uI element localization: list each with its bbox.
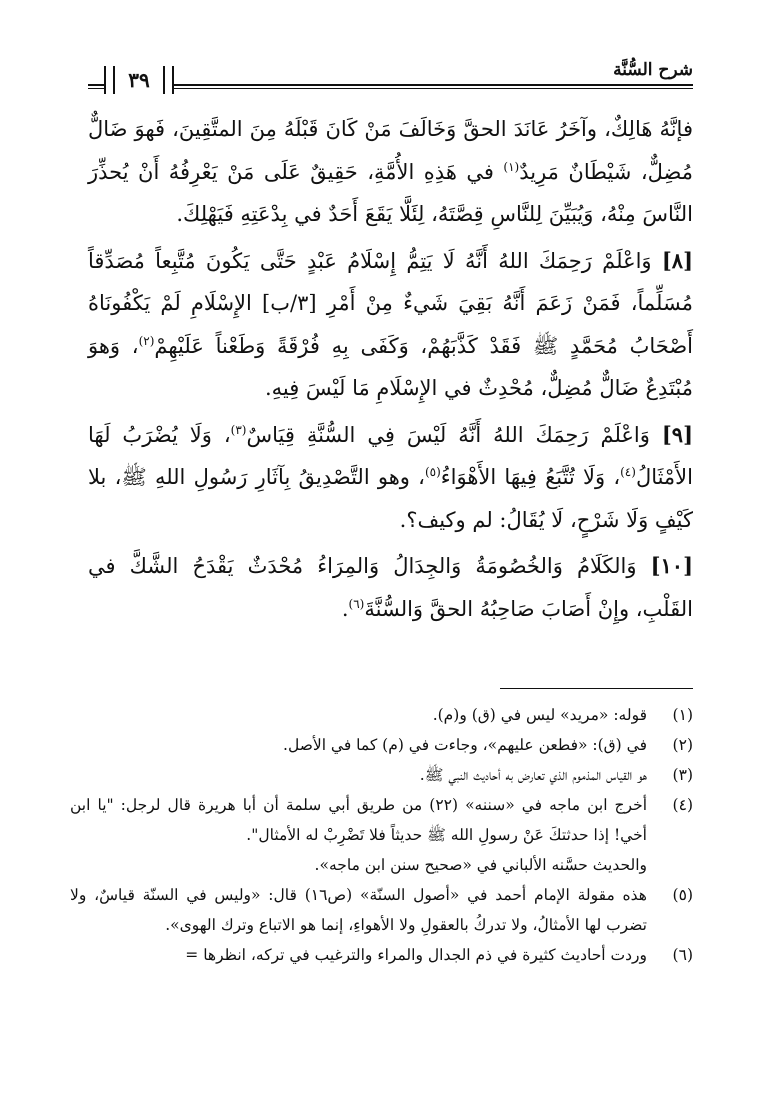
footnote-4-note: والحديث حسَّنه الألباني في «صحيح سنن ابن ماجه». [314,856,647,874]
footnote-ref[interactable]: (٢) [138,333,155,348]
page-number-box [104,66,174,94]
paragraph-9 [88,414,693,542]
running-title: شرح السُّنَّة [605,60,693,80]
page-number: ٣٩ [128,68,150,92]
paragraph-10 [88,545,693,630]
footnote-text: قوله: «مريد» ليس في (ق) و(م). [432,706,647,724]
footnote-number: (١) [672,706,693,724]
footnote-ref[interactable]: (٣) [230,422,247,437]
header-rule-thin [88,88,693,89]
footnote-2 [70,730,693,760]
text-run: وَاعْلَمْ رَحِمَكَ اللهُ أَنَّهُ لَيْسَ فِي السُّنَّةِ قِيَاسٌ [246,422,662,447]
ornament-bars-right [163,66,174,94]
main-text [88,108,693,630]
text-run: في هَذِهِ الأُمَّةِ، حَقِيقٌ عَلَى مَنْ يَعْرِفُهُ أَنْ يُحذِّرَ النَّاسَ مِنْهُ، وَيُبَيِّنَ لِلنَّاسِ قِصَّتَهُ، لِئَلَّا يَقَعَ أَحَدٌ في بِدْعَتِهِ فَيَهْلِكَ. [88,159,693,226]
text-run: فإنَّهُ هَالِكٌ، وآخَرُ عَانَدَ الحقَّ وَخَالَفَ مَنْ كَانَ قَبْلَهُ مِنَ المتَّقِينَ، فَهوَ ضَالٌّ مُضِلٌّ، شَيْطَانٌ مَرِيدٌ [88,117,693,184]
header-rule [88,84,693,86]
text-run: ، وَلَا تُتَّبَعُ فِيهَا الأَهْوَاءُ [440,465,621,489]
footnote-text: أخرج ابن ماجه في «سننه» (٢٢) من طريق أبي سلمة أن أبا هريرة قال لرجل: "يا ابن أخي! إذا حدثتكَ عَنْ رسولِ الله ﷺ حديثاً فلا تَضْرِبْ له الأمثال". [70,796,647,844]
footnote-text: هذه مقولة الإمام أحمد في «أصول السنّة» (ص١٦) قال: «وليس في السنّة قياسٌ، ولا تضرب لها الأمثالُ، ولا تدركُ بالعقولِ ولا الأهواءِ، إنما هو الاتباع وترك الهوى». [70,886,647,934]
footnote-number: (٤) [672,796,693,814]
footnote-ref[interactable]: (٤) [620,465,636,479]
paragraph-8 [88,240,693,410]
footnote-ref[interactable]: (٥) [424,465,441,479]
footnote-number: (٢) [672,736,693,754]
text-run: ، وهو التَّصْدِيقُ بِآثَارِ رَسُولِ اللهِ ﷺ، بلا كَيْفٍ وَلَا شَرْحٍ، لَا يُقَالُ: لم وكيف؟. [88,465,693,532]
footnote-5 [70,880,693,940]
footnote-ref[interactable]: (١) [503,159,520,174]
footnotes [70,700,693,970]
footnote-number: (٣) [672,766,693,784]
footnote-separator [500,688,693,689]
footnote-text: هو القياس المذموم الذي تعارض به أحاديث النبي ﷺ. [419,766,647,784]
footnote-3 [70,760,693,790]
text-run: وَالكَلَامُ وَالخُصُومَةُ وَالجِدَالُ وَالمِرَاءُ مُحْدَثٌ يَقْدَحُ الشَّكَّ في القَلْبِ، وإِنْ أَصَابَ صَاحِبُهُ الحقَّ وَالسُّنَّةَ [88,554,693,621]
ornament-bars-left [104,66,115,94]
footnote-number: (٦) [672,946,693,964]
text-run: ، وَهوَ مُبْتَدِعٌ ضَالٌّ مُضِلٌّ، مُحْدِثٌ في الإِسْلَامِ مَا لَيْسَ فِيهِ. [88,333,693,400]
paragraph-number: [٨] [661,247,693,273]
footnote-6 [70,940,693,970]
footnote-ref[interactable]: (٦) [348,596,365,611]
footnote-4 [70,790,693,850]
footnote-number: (٥) [672,886,693,904]
paragraph-number: [١٠] [650,553,693,578]
text-run: ، وَلَا يُضْرَبُ لَهَا الأَمْثَالُ [88,422,693,489]
text-run: وَاعْلَمْ رَحِمَكَ اللهُ أَنَّهُ لَا يَتِمُّ إِسْلَامُ عَبْدٍ حَتَّى يَكُونَ مُتَّبِعاً مُصَدِّقاً مُسَلِّماً، فَمَنْ زَعَمَ أَنَّهُ بَقِيَ شَيءٌ مِنْ أَمْرِ [٣/ب] الإِسْلَامِ لَمْ يَكْفُونَاهُ أَصْحَابُ مُحَمَّدٍ ﷺ فَقَدْ كَذَّبَهُمْ، وَكَفَى بِهِ فُرْقَةً وَطَعْناً عَلَيْهِمْ [88,248,693,358]
text-run: . [341,596,349,621]
paragraph-continuation [88,108,693,236]
footnote-text: وردت أحاديث كثيرة في ذم الجدال والمراء والترغيب في تركه، انظرها = [185,946,647,964]
footnote-text: في (ق): «فطعن عليهم»، وجاءت في (م) كما في الأصل. [283,736,647,754]
page-header [88,62,693,96]
footnote-1 [70,700,693,730]
paragraph-number: [٩] [661,421,694,447]
